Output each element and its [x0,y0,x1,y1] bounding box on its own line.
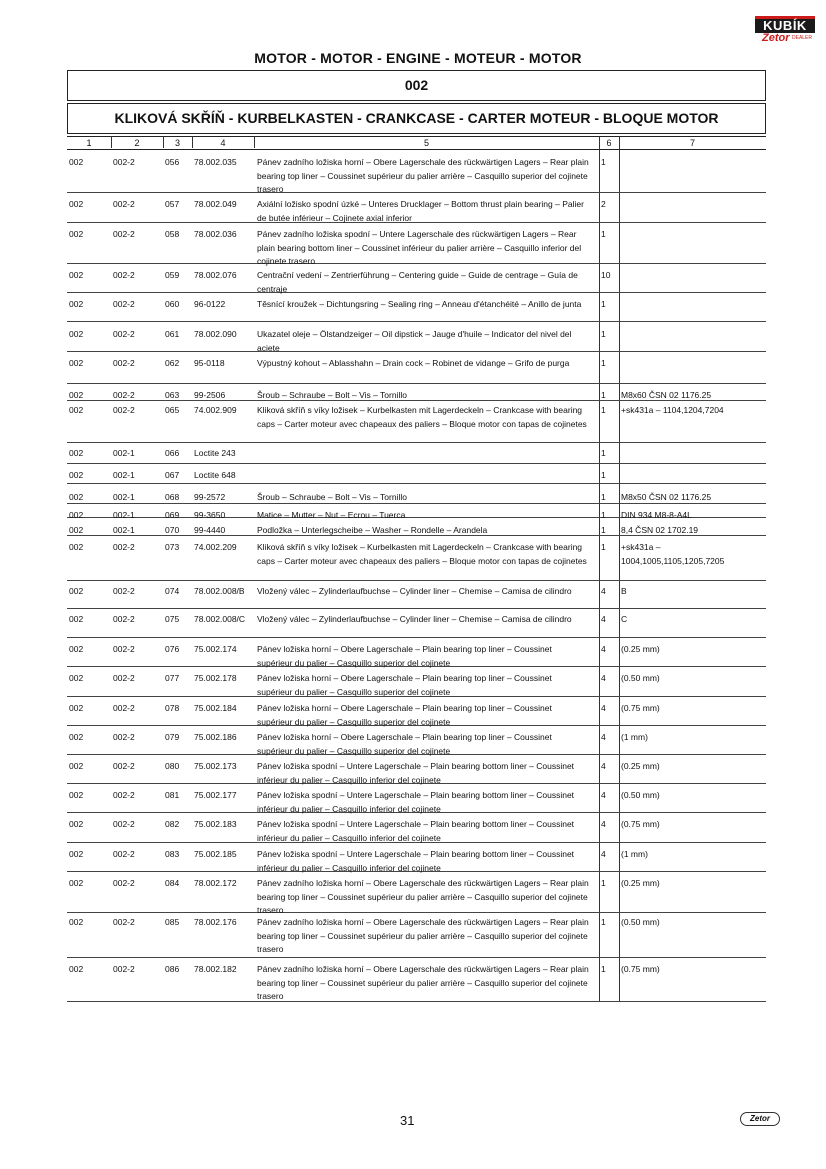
cell-col-5: Šroub – Schraube – Bolt – Vis – Tornillo [257,492,407,502]
column-divider [254,136,255,148]
cell-col-2: 002-2 [113,964,135,974]
kubik-logo [752,8,818,44]
cell-col-2: 002-1 [113,470,135,480]
cell-col-5: Kliková skříň s víky ložisek – Kurbelkasten mit Lagerdeckeln – Crankcase with bearing caps – Carter moteur avec chapeaux des paliers – Bloque motor con tapas de cojinetes [257,542,587,566]
column-header-1: 1 [86,138,92,148]
table-row [67,788,766,813]
cell-col-6: 4 [601,586,606,596]
cell-col-1: 002 [69,199,84,209]
cell-col-6: 1 [601,510,606,520]
cell-col-7: (0.25 mm) [621,878,660,888]
cell-col-7: C [621,614,628,624]
column-header-3: 3 [174,138,180,148]
cell-col-6: 1 [601,329,606,339]
cell-col-2: 002-2 [113,761,135,771]
cell-col-7: DIN 934 M8-8-A4L [621,510,692,520]
cell-col-6: 10 [601,270,611,280]
cell-col-4: 78.002.076 [194,270,237,280]
cell-col-5: Pánev zadního ložiska horní – Obere Lagerschale des rückwärtigen Lagers – Rear plain bearing top liner – Coussinet supérieur du palier arrière – Casquillo superior del cojinete trasero [257,878,589,915]
cell-col-3: 068 [165,492,180,502]
cell-col-1: 002 [69,390,84,400]
cell-col-5: Kliková skříň s víky ložisek – Kurbelkasten mit Lagerdeckeln – Crankcase with bearing caps – Carter moteur avec chapeaux des paliers – Bloque motor con tapas de cojinetes [257,405,587,429]
table-row [67,523,766,536]
cell-col-6: 1 [601,492,606,502]
cell-col-1: 002 [69,761,84,771]
cell-col-4: 78.002.182 [194,964,237,974]
cell-col-7: (0.75 mm) [621,964,660,974]
cell-col-2: 002-2 [113,329,135,339]
cell-col-6: 2 [601,199,606,209]
zetor-logo-text: Zetor [762,32,790,44]
cell-col-6: 1 [601,542,606,552]
cell-col-1: 002 [69,510,84,520]
table-row [67,327,766,352]
cell-col-6: 4 [601,614,606,624]
cell-col-3: 080 [165,761,180,771]
dealer-text: DEALER [792,35,813,41]
cell-col-1: 002 [69,614,84,624]
cell-col-4: 75.002.185 [194,849,237,859]
cell-col-1: 002 [69,917,84,927]
cell-col-2: 002-1 [113,510,135,520]
cell-col-5: Pánev ložiska spodní – Untere Lagerschale – Plain bearing bottom liner – Coussinet inférieur du palier – Casquillo inferior del cojinete [257,790,575,814]
table-row [67,817,766,843]
table-row [67,876,766,913]
cell-col-6: 1 [601,964,606,974]
table-row [67,268,766,293]
cell-col-3: 084 [165,878,180,888]
cell-col-2: 002-2 [113,405,135,415]
cell-col-4: 99-2506 [194,390,226,400]
cell-col-6: 1 [601,390,606,400]
table-row [67,227,766,264]
cell-col-6: 1 [601,525,606,535]
cell-col-1: 002 [69,644,84,654]
cell-col-2: 002-2 [113,614,135,624]
cell-col-2: 002-2 [113,199,135,209]
cell-col-4: Loctite 243 [194,448,236,458]
cell-col-4: 78.002.172 [194,878,237,888]
cell-col-1: 002 [69,299,84,309]
cell-col-4: 78.002.090 [194,329,237,339]
cell-col-5: Pánev ložiska horní – Obere Lagerschale – Plain bearing top liner – Coussinet supérieur du palier – Casquillo superior del cojinete [257,732,552,756]
column-divider [111,136,112,148]
cell-col-6: 4 [601,673,606,683]
cell-col-4: Loctite 648 [194,470,236,480]
cell-col-4: 99-3650 [194,510,226,520]
cell-col-7: (0.25 mm) [621,644,660,654]
table-row [67,730,766,755]
cell-col-1: 002 [69,358,84,368]
cell-col-5: Vložený válec – Zylinderlaufbuchse – Cylinder liner – Chemise – Camisa de cilindro [257,614,572,624]
cell-col-7: (0.50 mm) [621,917,660,927]
cell-col-3: 075 [165,614,180,624]
table-row [67,915,766,958]
cell-col-1: 002 [69,270,84,280]
cell-col-3: 070 [165,525,180,535]
page-title: MOTOR - MOTOR - ENGINE - MOTEUR - MOTOR [254,50,582,66]
table-row [67,197,766,223]
cell-col-5: Pánev ložiska horní – Obere Lagerschale – Plain bearing top liner – Coussinet supérieur du palier – Casquillo superior del cojinete [257,644,552,668]
cell-col-3: 057 [165,199,180,209]
cell-col-3: 078 [165,703,180,713]
kubik-logo-text: KUBÍK [755,16,815,33]
cell-col-6: 4 [601,703,606,713]
cell-col-1: 002 [69,229,84,239]
cell-col-3: 065 [165,405,180,415]
cell-col-2: 002-2 [113,542,135,552]
column-divider [163,136,164,148]
cell-col-2: 002-1 [113,525,135,535]
cell-col-2: 002-2 [113,819,135,829]
cell-col-2: 002-2 [113,390,135,400]
cell-col-4: 95-0118 [194,358,225,368]
cell-col-4: 75.002.177 [194,790,237,800]
cell-col-7: B [621,586,627,596]
table-row [67,759,766,784]
cell-col-5: Pánev ložiska spodní – Untere Lagerschale – Plain bearing bottom liner – Coussinet inférieur du palier – Casquillo inferior del cojinete [257,761,575,785]
table-row [67,297,766,322]
cell-col-5: Výpustný kohout – Ablasshahn – Drain cock – Robinet de vidange – Grifo de purga [257,358,570,368]
cell-col-1: 002 [69,878,84,888]
cell-col-3: 083 [165,849,180,859]
cell-col-4: 99-4440 [194,525,226,535]
zetor-footer-logo: Zetor [740,1112,780,1126]
table-row [67,388,766,401]
table-row [67,584,766,609]
cell-col-7: +sk431a – 1104,1204,7204 [621,405,724,415]
table-row [67,962,766,1002]
cell-col-2: 002-2 [113,917,135,927]
cell-col-6: 1 [601,878,606,888]
cell-col-4: 78.002.036 [194,229,237,239]
cell-col-6: 1 [601,157,606,167]
cell-col-2: 002-2 [113,878,135,888]
cell-col-3: 077 [165,673,180,683]
table-row [67,403,766,443]
cell-col-4: 78.002.035 [194,157,237,167]
cell-col-5: Pánev zadního ložiska horní – Obere Lagerschale des rückwärtigen Lagers – Rear plain bearing top liner – Coussinet supérieur du palier arrière – Casquillo superior del cojinete trasero [257,964,589,1001]
cell-col-1: 002 [69,492,84,502]
cell-col-1: 002 [69,673,84,683]
cell-col-7: (0.50 mm) [621,790,660,800]
cell-col-6: 1 [601,229,606,239]
cell-col-6: 1 [601,358,606,368]
cell-col-5: Matice – Mutter – Nut – Ecrou – Tuerca [257,510,406,520]
cell-col-4: 78.002.176 [194,917,237,927]
cell-col-5: Pánev zadního ložiska horní – Obere Lagerschale des rückwärtigen Lagers – Rear plain bearing top liner – Coussinet supérieur du palier arrière – Casquillo superior del cojinete trasero [257,917,589,954]
cell-col-6: 1 [601,448,606,458]
cell-col-3: 060 [165,299,180,309]
cell-col-1: 002 [69,470,84,480]
table-row [67,701,766,726]
page-number: 31 [400,1113,415,1128]
cell-col-1: 002 [69,703,84,713]
column-header-6: 6 [606,138,612,148]
table-row [67,155,766,193]
cell-col-1: 002 [69,525,84,535]
cell-col-3: 086 [165,964,180,974]
cell-col-4: 78.002.049 [194,199,237,209]
cell-col-5: Pánev zadního ložiska spodní – Untere Lagerschale des rückwärtigen Lagers – Rear plain bearing bottom liner – Coussinet inférieur du palier arrière – Casquillo inferior del cojinete trasero [257,229,582,266]
cell-col-5: Pánev ložiska horní – Obere Lagerschale – Plain bearing top liner – Coussinet supérieur du palier – Casquillo superior del cojinete [257,703,552,727]
cell-col-5: Centrační vedení – Zentrierführung – Centering guide – Guide de centrage – Guía de centraje [257,270,578,294]
group-number: 002 [67,70,766,101]
cell-col-7: (0.75 mm) [621,703,660,713]
cell-col-2: 002-2 [113,229,135,239]
cell-col-3: 081 [165,790,180,800]
cell-col-1: 002 [69,849,84,859]
cell-col-5: Ukazatel oleje – Ölstandzeiger – Oil dipstick – Jauge d'huile – Indicator del nivel del aciete [257,329,572,353]
cell-col-5: Podložka – Unterlegscheibe – Washer – Rondelle – Arandela [257,525,488,535]
cell-col-4: 75.002.186 [194,732,237,742]
table-row [67,612,766,638]
cell-col-7: 8,4 ČSN 02 1702.19 [621,525,699,535]
cell-col-3: 069 [165,510,180,520]
cell-col-2: 002-2 [113,703,135,713]
cell-col-4: 74.002.209 [194,542,237,552]
column-header-row [67,136,766,150]
cell-col-5: Pánev ložiska horní – Obere Lagerschale – Plain bearing top liner – Coussinet supérieur du palier – Casquillo superior del cojinete [257,673,552,697]
cell-col-2: 002-2 [113,299,135,309]
cell-col-5: Pánev ložiska spodní – Untere Lagerschale – Plain bearing bottom liner – Coussinet inférieur du palier – Casquillo inferior del cojinete [257,819,575,843]
cell-col-3: 062 [165,358,180,368]
cell-col-1: 002 [69,157,84,167]
cell-col-3: 061 [165,329,180,339]
cell-col-6: 1 [601,299,606,309]
cell-col-2: 002-2 [113,644,135,654]
cell-col-2: 002-2 [113,673,135,683]
cell-col-1: 002 [69,819,84,829]
cell-col-5: Axiální ložisko spodní úzké – Unteres Drucklager – Bottom thrust plain bearing – Palier de butée inférieur – Cojinete axial inferior [257,199,584,223]
cell-col-7: (1 mm) [621,732,648,742]
section-title: KLIKOVÁ SKŘÍŇ - KURBELKASTEN - CRANKCASE - CARTER MOTEUR - BLOQUE MOTOR [67,103,766,134]
cell-col-1: 002 [69,790,84,800]
cell-col-6: 4 [601,644,606,654]
cell-col-1: 002 [69,448,84,458]
cell-col-1: 002 [69,586,84,596]
cell-col-5: Pánev ložiska spodní – Untere Lagerschale – Plain bearing bottom liner – Coussinet inférieur du palier – Casquillo inferior del cojinete [257,849,575,873]
table-row [67,642,766,667]
cell-col-2: 002-1 [113,492,135,502]
cell-col-5: Šroub – Schraube – Bolt – Vis – Tornillo [257,390,407,400]
cell-col-3: 085 [165,917,180,927]
cell-col-3: 074 [165,586,180,596]
table-row [67,508,766,518]
cell-col-2: 002-2 [113,790,135,800]
table-row [67,356,766,384]
cell-col-7: +sk431a – 1004,1005,1105,1205,7205 [621,542,725,566]
cell-col-3: 058 [165,229,180,239]
cell-col-3: 056 [165,157,180,167]
column-header-2: 2 [134,138,140,148]
cell-col-3: 067 [165,470,180,480]
cell-col-2: 002-1 [113,448,135,458]
table-row [67,671,766,697]
column-header-4: 4 [220,138,226,148]
cell-col-6: 1 [601,470,606,480]
table-row [67,847,766,872]
table-row [67,490,766,504]
cell-col-3: 066 [165,448,180,458]
cell-col-4: 74.002.909 [194,405,237,415]
cell-col-4: 78.002.008/C [194,614,246,624]
cell-col-3: 059 [165,270,180,280]
cell-col-4: 75.002.184 [194,703,237,713]
cell-col-4: 78.002.008/B [194,586,245,596]
cell-col-6: 4 [601,761,606,771]
cell-col-7: (0.25 mm) [621,761,660,771]
table-row [67,468,766,484]
column-header-7: 7 [689,138,695,148]
cell-col-2: 002-2 [113,270,135,280]
cell-col-5: Vložený válec – Zylinderlaufbuchse – Cylinder liner – Chemise – Camisa de cilindro [257,586,572,596]
cell-col-4: 96-0122 [194,299,226,309]
cell-col-7: (1 mm) [621,849,648,859]
cell-col-2: 002-2 [113,732,135,742]
table-row [67,540,766,581]
cell-col-4: 75.002.183 [194,819,237,829]
cell-col-7: M8x60 ČSN 02 1176.25 [621,390,712,400]
cell-col-4: 75.002.173 [194,761,237,771]
cell-col-3: 079 [165,732,180,742]
cell-col-1: 002 [69,542,84,552]
cell-col-6: 1 [601,917,606,927]
cell-col-2: 002-2 [113,586,135,596]
cell-col-6: 1 [601,405,606,415]
cell-col-1: 002 [69,964,84,974]
cell-col-3: 063 [165,390,180,400]
cell-col-4: 75.002.178 [194,673,237,683]
cell-col-6: 4 [601,849,606,859]
cell-col-7: M8x50 ČSN 02 1176.25 [621,492,712,502]
cell-col-5: Těsnící kroužek – Dichtungsring – Sealing ring – Anneau d'étanchéité – Anillo de junta [257,299,582,309]
cell-col-6: 4 [601,732,606,742]
column-header-5: 5 [423,138,429,148]
table-row [67,446,766,464]
cell-col-1: 002 [69,405,84,415]
cell-col-6: 4 [601,790,606,800]
column-divider [192,136,193,148]
cell-col-2: 002-2 [113,157,135,167]
cell-col-4: 99-2572 [194,492,226,502]
cell-col-3: 082 [165,819,180,829]
cell-col-4: 75.002.174 [194,644,237,654]
cell-col-1: 002 [69,732,84,742]
cell-col-5: Pánev zadního ložiska horní – Obere Lagerschale des rückwärtigen Lagers – Rear plain bearing top liner – Coussinet supérieur du palier arrière – Casquillo superior del cojinete trasero [257,157,589,194]
cell-col-7: (0.75 mm) [621,819,660,829]
cell-col-3: 076 [165,644,180,654]
cell-col-6: 4 [601,819,606,829]
cell-col-2: 002-2 [113,358,135,368]
cell-col-1: 002 [69,329,84,339]
cell-col-7: (0.50 mm) [621,673,660,683]
cell-col-3: 073 [165,542,180,552]
cell-col-2: 002-2 [113,849,135,859]
